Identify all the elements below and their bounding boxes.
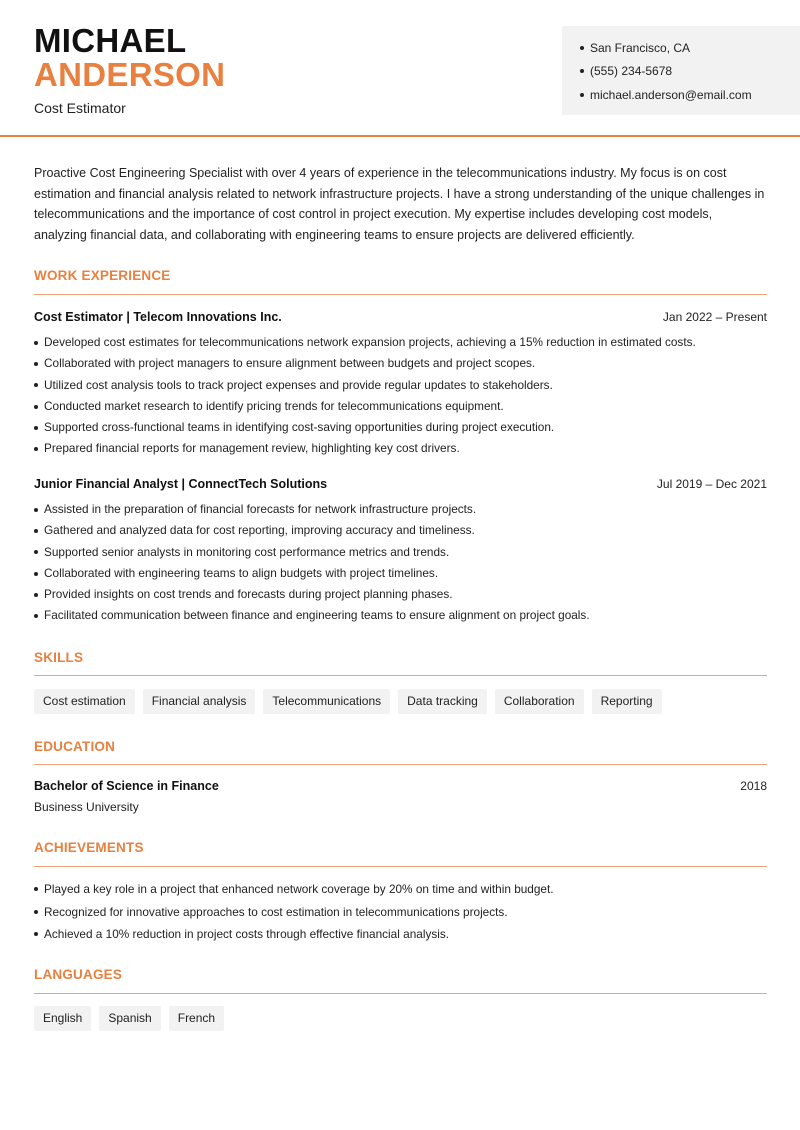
list-item xyxy=(34,520,767,541)
section-divider xyxy=(34,675,767,676)
education-degree: Bachelor of Science in Finance xyxy=(34,779,219,793)
bullet-icon xyxy=(34,405,38,409)
bullet-text: Collaborated with project managers to ensure alignment between budgets and project scopes. xyxy=(44,356,536,371)
bullet-icon xyxy=(34,341,38,345)
last-name: ANDERSON xyxy=(34,56,226,93)
skill-chip: Data tracking xyxy=(398,689,487,714)
contact-location xyxy=(580,36,800,60)
bullet-icon xyxy=(34,887,38,891)
list-item xyxy=(34,563,767,584)
summary-paragraph: Proactive Cost Engineering Specialist with over 4 years of experience in the telecommunications industry. My focus is on cost estimation and financial analysis related to network infrastructure projects. I have a strong understanding of the unique challenges in telecommunications and the importance of cost control in project execution. My expertise includes developing cost models, analyzing financial data, and collaborating with engineering teams to ensure projects are delivered efficiently. xyxy=(34,166,765,242)
bullet-icon xyxy=(34,593,38,597)
bullet-icon xyxy=(580,93,584,97)
phone-text: (555) 234-5678 xyxy=(590,64,673,79)
bullet-text: Developed cost estimates for telecommunications network expansion projects, achieving a 15% reduction in estimated costs. xyxy=(44,335,696,349)
bullet-text: Collaborated with engineering teams to align budgets with project timelines. xyxy=(44,565,439,580)
section-title-achievements: ACHIEVEMENTS xyxy=(34,840,144,855)
job-bullets xyxy=(34,332,767,460)
education-year: 2018 xyxy=(740,779,767,793)
bullet-text: Assisted in the preparation of financial forecasts for network infrastructure projects. xyxy=(44,502,477,516)
bullet-icon xyxy=(34,383,38,387)
job-header xyxy=(34,310,767,324)
first-name: MICHAEL xyxy=(34,22,187,59)
contact-box xyxy=(562,26,800,115)
bullet-icon xyxy=(34,447,38,451)
job-dates: Jan 2022 – Present xyxy=(662,310,767,324)
contact-email xyxy=(580,83,800,107)
list-item xyxy=(34,584,767,605)
location-text: San Francisco, CA xyxy=(590,40,691,55)
bullet-text: Gathered and analyzed data for cost reporting, improving accuracy and timeliness. xyxy=(44,523,475,538)
skills-list xyxy=(34,689,662,714)
bullet-icon xyxy=(34,932,38,936)
section-divider xyxy=(34,993,767,994)
section-title-education: EDUCATION xyxy=(34,739,116,754)
bullet-text: Prepared financial reports for management review, highlighting key cost drivers. xyxy=(44,441,460,456)
bullet-icon xyxy=(34,529,38,533)
skill-chip: Reporting xyxy=(592,689,662,714)
bullet-text: Supported senior analysts in monitoring cost performance metrics and trends. xyxy=(44,544,450,559)
bullet-text: Facilitated communication between finance and engineering teams to ensure alignment on project goals. xyxy=(44,608,590,623)
skill-chip: Telecommunications xyxy=(263,689,390,714)
bullet-icon xyxy=(34,426,38,430)
list-item xyxy=(34,332,767,353)
achievements-list xyxy=(34,878,767,946)
bullet-text: Utilized cost analysis tools to track project expenses and provide regular updates to stakeholders. xyxy=(44,377,553,392)
list-item xyxy=(34,417,767,438)
language-chip: French xyxy=(169,1006,224,1031)
bullet-text: Achieved a 10% reduction in project costs through effective financial analysis. xyxy=(44,927,450,941)
skill-chip: Financial analysis xyxy=(143,689,256,714)
section-title-skills: SKILLS xyxy=(34,650,84,665)
list-item xyxy=(34,375,767,396)
list-item xyxy=(34,499,767,520)
bullet-icon xyxy=(34,550,38,554)
language-chip: Spanish xyxy=(99,1006,160,1031)
language-chip: English xyxy=(34,1006,91,1031)
list-item xyxy=(34,923,767,946)
list-item xyxy=(34,542,767,563)
list-item xyxy=(34,396,767,417)
contact-phone xyxy=(580,60,800,84)
bullet-icon xyxy=(580,46,584,50)
bullet-icon xyxy=(34,572,38,576)
bullet-text: Supported cross-functional teams in identifying cost-saving opportunities during project execution. xyxy=(44,420,555,435)
education-school: Business University xyxy=(34,800,139,814)
email-text: michael.anderson@email.com xyxy=(590,87,752,102)
bullet-text: Provided insights on cost trends and forecasts during project planning phases. xyxy=(44,587,453,602)
bullet-icon xyxy=(34,508,38,512)
job-role: Cost Estimator | Telecom Innovations Inc. xyxy=(34,310,282,324)
bullet-icon xyxy=(580,69,584,73)
list-item xyxy=(34,353,767,374)
bullet-text: Conducted market research to identify pricing trends for telecommunications equipment. xyxy=(44,398,504,413)
job-bullets xyxy=(34,499,767,627)
job-header xyxy=(34,477,767,491)
section-title-languages: LANGUAGES xyxy=(34,967,123,982)
bullet-text: Recognized for innovative approaches to cost estimation in telecommunications projects. xyxy=(44,904,508,919)
job-title: Cost Estimator xyxy=(34,100,126,116)
section-divider xyxy=(34,764,767,765)
list-item xyxy=(34,878,767,901)
section-title-work: WORK EXPERIENCE xyxy=(34,268,171,283)
bullet-text: Played a key role in a project that enhanced network coverage by 20% on time and within budget. xyxy=(44,882,554,896)
bullet-icon xyxy=(34,910,38,914)
section-divider xyxy=(34,294,767,295)
list-item xyxy=(34,438,767,459)
resume-header xyxy=(0,0,800,137)
bullet-icon xyxy=(34,614,38,618)
bullet-icon xyxy=(34,362,38,366)
section-divider xyxy=(34,866,767,867)
skill-chip: Cost estimation xyxy=(34,689,135,714)
skill-chip: Collaboration xyxy=(495,689,584,714)
list-item xyxy=(34,605,767,626)
job-role: Junior Financial Analyst | ConnectTech Solutions xyxy=(34,477,328,491)
job-dates: Jul 2019 – Dec 2021 xyxy=(656,477,767,491)
list-item xyxy=(34,901,767,924)
education-header xyxy=(34,779,767,793)
languages-list xyxy=(34,1006,224,1031)
